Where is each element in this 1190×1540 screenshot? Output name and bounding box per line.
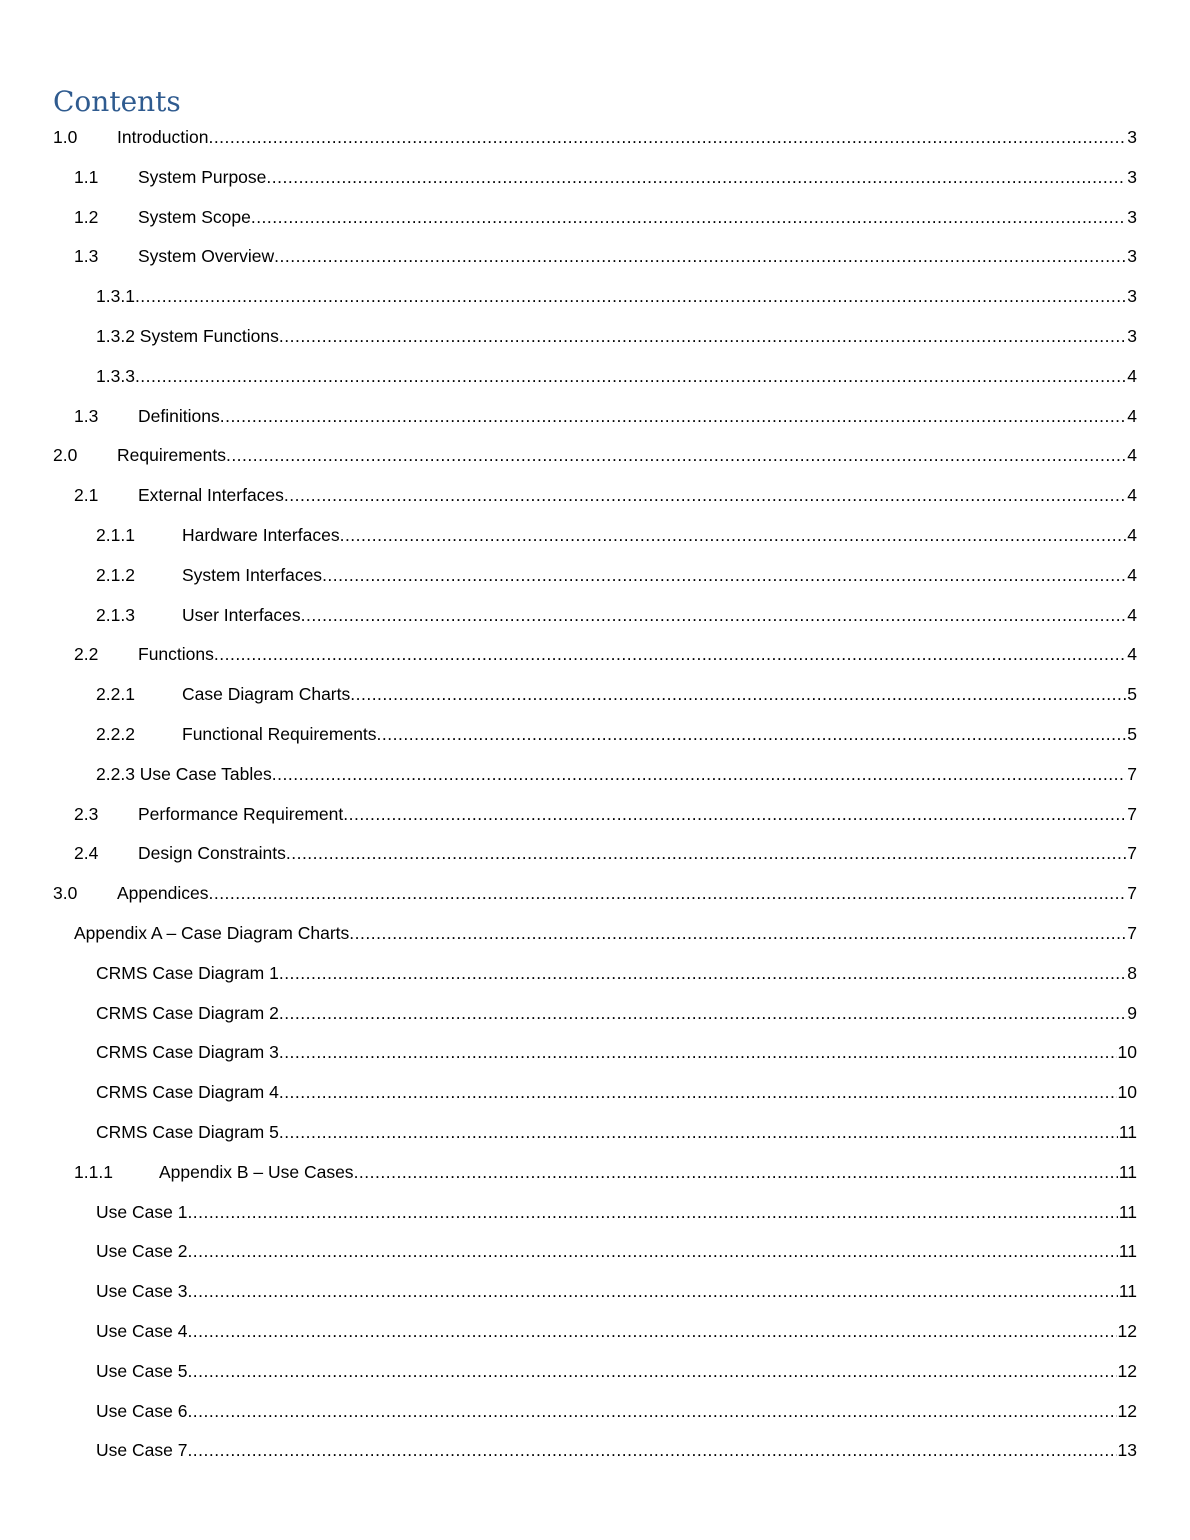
dot-leader	[354, 1154, 1118, 1190]
toc-entry-title: CRMS Case Diagram 2	[96, 1002, 279, 1023]
toc-entry-page-number: 7	[1127, 883, 1137, 904]
toc-entry-page-number: 12	[1117, 1360, 1137, 1381]
toc-entry-page-number: 13	[1117, 1440, 1137, 1461]
toc-entry[interactable]	[53, 1114, 1137, 1154]
toc-entry-page-number: 7	[1127, 763, 1137, 784]
toc-entry-page-number: 12	[1117, 1400, 1137, 1421]
dot-leader	[226, 437, 1126, 473]
toc-entry-page-number: 4	[1127, 644, 1137, 665]
toc-entry-title: Hardware Interfaces	[182, 524, 340, 545]
toc-entry-title: External Interfaces	[138, 485, 284, 506]
toc-entry[interactable]	[53, 358, 1137, 398]
dot-leader	[279, 1034, 1117, 1070]
toc-entry[interactable]	[53, 119, 1137, 159]
toc-entry-title: Introduction	[117, 127, 209, 147]
toc-entry[interactable]	[53, 835, 1137, 875]
toc-entry[interactable]	[53, 477, 1137, 517]
toc-entry-title: CRMS Case Diagram 5	[96, 1121, 279, 1142]
dot-leader	[279, 318, 1126, 354]
toc-entry-number: 2.0	[53, 445, 78, 466]
toc-entry-page-number: 10	[1117, 1042, 1137, 1063]
toc-entry-title: Case Diagram Charts	[182, 684, 351, 705]
toc-entry-page-number: 8	[1127, 962, 1137, 983]
dot-leader	[135, 278, 1126, 314]
toc-entry-page-number: 11	[1118, 1281, 1137, 1302]
toc-entry[interactable]	[53, 995, 1137, 1035]
toc-heading: Contents	[53, 85, 181, 118]
dot-leader	[220, 398, 1127, 434]
dot-leader	[274, 238, 1126, 274]
dot-leader	[343, 796, 1126, 832]
toc-entry-number: 1.3.1	[96, 286, 135, 307]
toc-entry-number: 2.4	[74, 843, 99, 864]
dot-leader	[350, 676, 1126, 712]
toc-entry-page-number: 3	[1127, 286, 1137, 307]
dot-leader	[279, 1074, 1117, 1110]
dot-leader	[266, 159, 1126, 195]
toc-entry-number: 3.0	[53, 883, 78, 904]
toc-entry[interactable]	[53, 517, 1137, 557]
toc-entry[interactable]	[53, 1074, 1137, 1114]
dot-leader	[279, 1114, 1118, 1150]
toc-entry[interactable]	[53, 915, 1137, 955]
toc-entry-title: CRMS Case Diagram 3	[96, 1042, 279, 1063]
toc-entry[interactable]	[53, 1353, 1137, 1393]
dot-leader	[214, 636, 1126, 672]
dot-leader	[187, 1194, 1117, 1230]
toc-entry[interactable]	[53, 398, 1137, 438]
toc-entry-number: 2.1.1	[96, 524, 135, 545]
toc-entry[interactable]	[53, 1313, 1137, 1353]
toc-entry-page-number: 4	[1127, 524, 1137, 545]
toc-entry-page-number: 7	[1127, 922, 1137, 943]
dot-leader	[187, 1313, 1116, 1349]
toc-entry-number: 1.2	[74, 206, 99, 227]
toc-entry-title: Design Constraints	[138, 843, 286, 864]
toc-entry[interactable]	[53, 1194, 1137, 1234]
toc-entry-title: Performance Requirement	[138, 803, 344, 824]
toc-entry-title: Definitions	[138, 405, 220, 426]
toc-entry-page-number: 4	[1127, 604, 1137, 625]
toc-entry-page-number: 11	[1118, 1121, 1137, 1142]
toc-entry-page-number: 10	[1117, 1082, 1137, 1103]
toc-entry-number: 1.1	[74, 166, 99, 187]
toc-entry-page-number: 3	[1127, 166, 1137, 187]
toc-entry-title: 1.3.2 System Functions	[96, 325, 279, 346]
dot-leader	[377, 716, 1127, 752]
dot-leader	[340, 517, 1127, 553]
toc-entry[interactable]	[53, 1432, 1137, 1472]
dot-leader	[187, 1393, 1116, 1429]
toc-entry[interactable]	[53, 318, 1137, 358]
toc-entry-number: 2.1	[74, 485, 99, 506]
toc-entry-title: System Scope	[138, 206, 251, 227]
toc-entry-number: 1.0	[53, 127, 78, 147]
toc-entry-title: Use Case 2	[96, 1241, 188, 1262]
toc-entry-page-number: 9	[1127, 1002, 1137, 1023]
toc-entry-title: System Overview	[138, 246, 275, 267]
toc-entry-number: 2.1.2	[96, 564, 135, 585]
toc-entry-page-number: 12	[1117, 1320, 1137, 1341]
toc-entry[interactable]	[53, 199, 1137, 239]
toc-entry-number: 1.3.3	[96, 365, 135, 386]
toc-entry-title: 2.2.3 Use Case Tables	[96, 763, 272, 784]
toc-entry[interactable]	[53, 636, 1137, 676]
toc-entry[interactable]	[53, 796, 1137, 836]
toc-entry[interactable]	[53, 875, 1137, 915]
toc-entry[interactable]	[53, 1233, 1137, 1273]
toc-entry[interactable]	[53, 238, 1137, 278]
toc-entry-page-number: 4	[1127, 445, 1137, 466]
toc-entry-number: 1.3	[74, 405, 99, 426]
toc-entry-number: 2.3	[74, 803, 99, 824]
toc-entry-title: Use Case 4	[96, 1320, 188, 1341]
dot-leader	[187, 1273, 1117, 1309]
toc-entry-title: System Interfaces	[182, 564, 323, 585]
toc-entry-title: Requirements	[117, 445, 226, 466]
toc-entry-number: 1.1.1	[74, 1161, 113, 1182]
dot-leader	[187, 1233, 1117, 1269]
toc-entry-page-number: 5	[1127, 684, 1137, 705]
dot-leader	[251, 199, 1126, 235]
toc-entry-page-number: 7	[1127, 843, 1137, 864]
dot-leader	[349, 915, 1126, 951]
toc-entry[interactable]	[53, 278, 1137, 318]
toc-entry-page-number: 3	[1127, 206, 1137, 227]
toc-entry-title: Use Case 6	[96, 1400, 188, 1421]
toc-entry-page-number: 4	[1127, 405, 1137, 426]
toc-entry[interactable]	[53, 676, 1137, 716]
toc-entry-title: CRMS Case Diagram 4	[96, 1082, 279, 1103]
dot-leader	[187, 1432, 1116, 1468]
toc-entry-page-number: 4	[1127, 365, 1137, 386]
toc-entry-page-number: 5	[1127, 723, 1137, 744]
dot-leader	[208, 875, 1126, 911]
toc-entry-page-number: 3	[1127, 127, 1137, 147]
toc-entry-title: Use Case 7	[96, 1440, 188, 1461]
toc-entry-number: 2.1.3	[96, 604, 135, 625]
dot-leader	[284, 477, 1126, 513]
toc-entry-number: 1.3	[74, 246, 99, 267]
dot-leader	[286, 835, 1126, 871]
dot-leader	[272, 756, 1127, 792]
toc-entry[interactable]	[53, 597, 1137, 637]
toc-entry[interactable]	[53, 159, 1137, 199]
dot-leader	[279, 995, 1126, 1031]
toc-entry-title: Use Case 5	[96, 1360, 188, 1381]
dot-leader	[187, 1353, 1116, 1389]
dot-leader	[279, 955, 1126, 991]
toc-entry[interactable]	[53, 756, 1137, 796]
toc-entry-page-number: 11	[1118, 1201, 1137, 1222]
toc-entry-title: Appendices	[117, 883, 209, 904]
toc-entry-title: Appendix A – Case Diagram Charts	[74, 922, 350, 943]
toc-entry-page-number: 3	[1127, 246, 1137, 267]
toc-entry[interactable]	[53, 557, 1137, 597]
dot-leader	[301, 597, 1127, 633]
toc-entry-page-number: 11	[1118, 1161, 1137, 1182]
toc-entry-number: 2.2	[74, 644, 99, 665]
toc-entry[interactable]	[53, 1393, 1137, 1433]
toc-entry-title: Use Case 3	[96, 1281, 188, 1302]
toc-entry-title: System Purpose	[138, 166, 267, 187]
toc-entry[interactable]	[53, 716, 1137, 756]
dot-leader	[322, 557, 1126, 593]
toc-entry[interactable]	[53, 1273, 1137, 1313]
toc-entry-page-number: 3	[1127, 325, 1137, 346]
toc-entry-title: User Interfaces	[182, 604, 301, 625]
toc-entry[interactable]	[53, 955, 1137, 995]
toc-entry-title: Functions	[138, 644, 214, 665]
toc-entry-title: CRMS Case Diagram 1	[96, 962, 279, 983]
table-of-contents	[53, 119, 1137, 1472]
toc-entry[interactable]	[53, 1154, 1137, 1194]
toc-entry[interactable]	[53, 1034, 1137, 1074]
toc-entry-page-number: 4	[1127, 564, 1137, 585]
toc-entry-title: Functional Requirements	[182, 723, 377, 744]
toc-entry-title: Use Case 1	[96, 1201, 188, 1222]
toc-entry-number: 2.2.2	[96, 723, 135, 744]
toc-entry-page-number: 11	[1118, 1241, 1137, 1262]
dot-leader	[135, 358, 1126, 394]
toc-entry[interactable]	[53, 437, 1137, 477]
toc-entry-page-number: 7	[1127, 803, 1137, 824]
toc-entry-page-number: 4	[1127, 485, 1137, 506]
toc-entry-number: 2.2.1	[96, 684, 135, 705]
toc-entry-title: Appendix B – Use Cases	[159, 1161, 354, 1182]
dot-leader	[208, 119, 1126, 155]
